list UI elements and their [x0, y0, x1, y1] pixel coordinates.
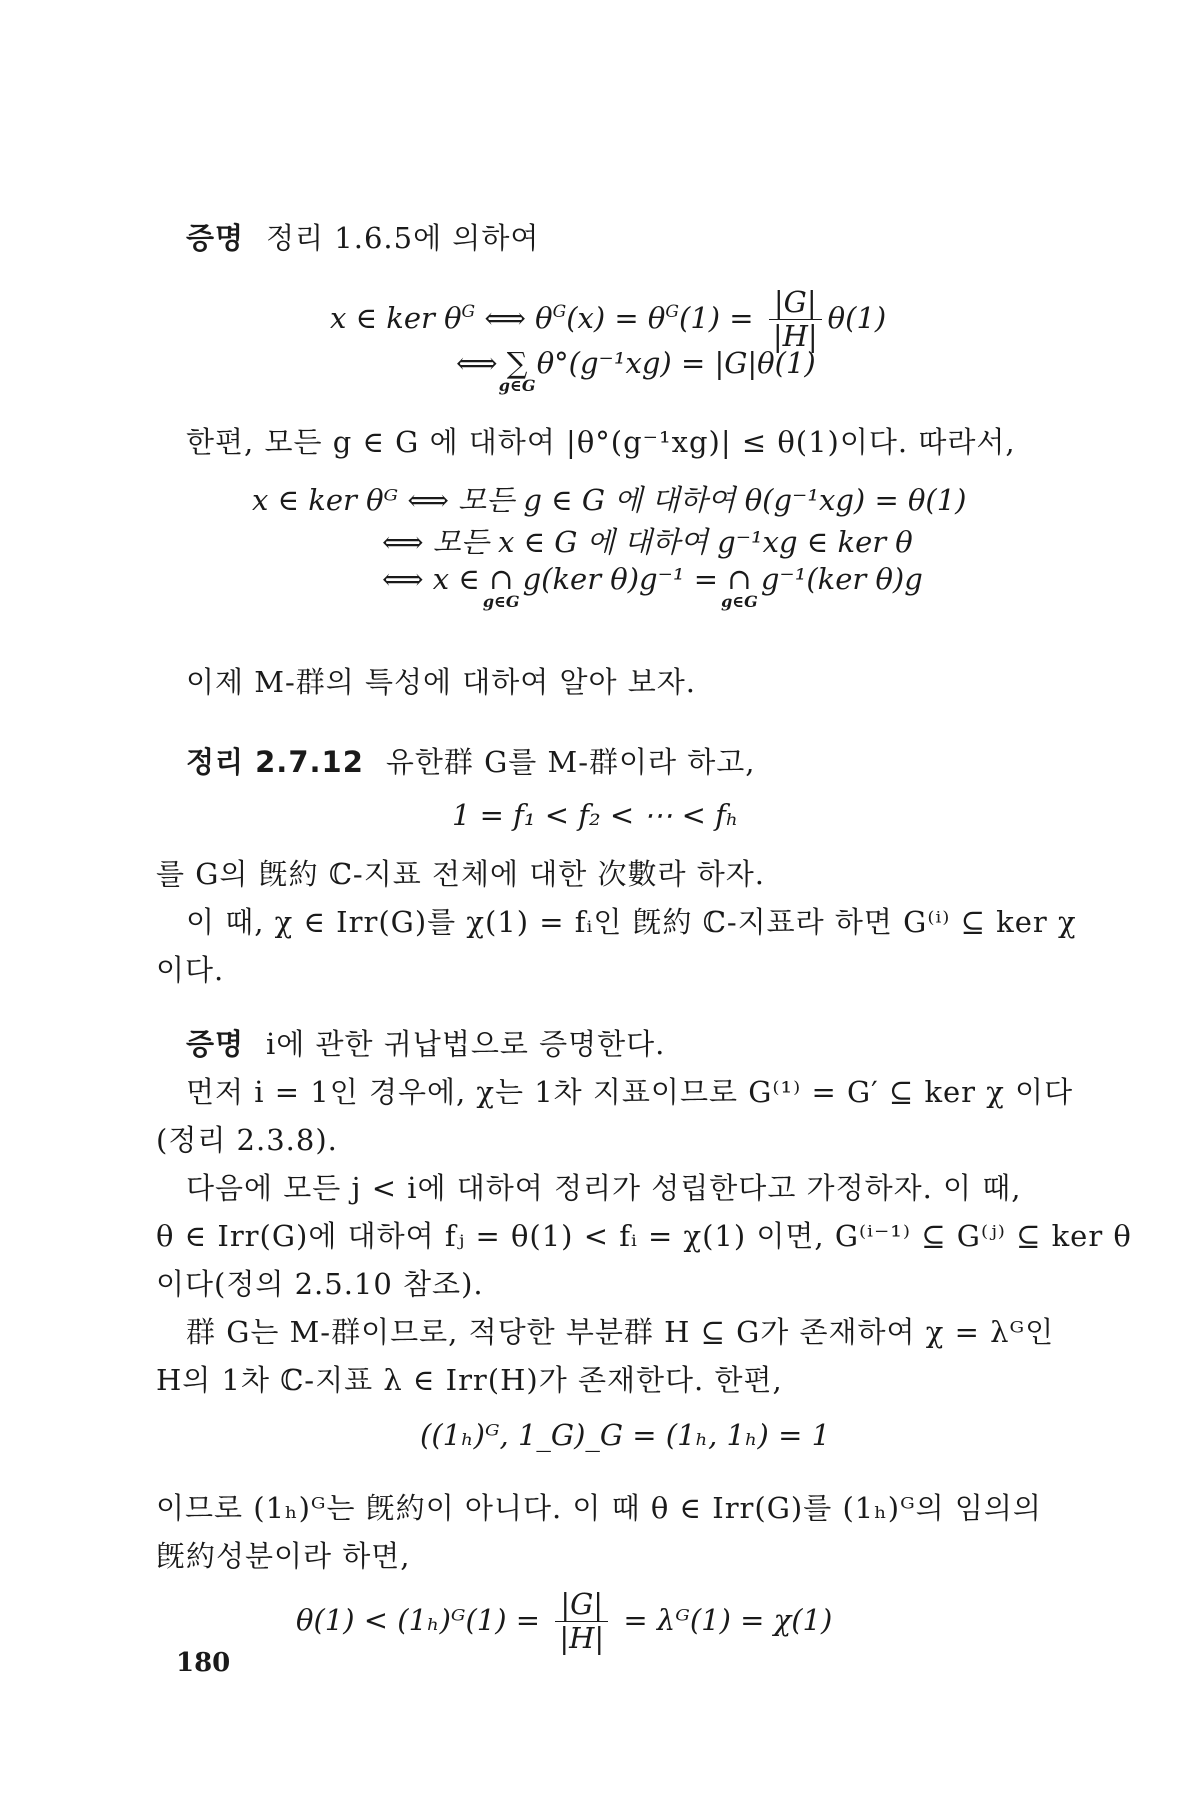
theorem-heading: [186, 740, 756, 781]
proof2-paragraph-3b: H의 1차 ℂ-지표 λ ∈ Irr(H)가 존재한다. 한편,: [156, 1363, 783, 1397]
theorem-label: 정리 2.7.12: [186, 745, 364, 779]
equation-kernel-line-2: ⟺ ∑ g∈G θ°(g⁻¹xg) = |G|θ(1): [456, 346, 816, 395]
proof2-label: 증명: [186, 1027, 245, 1061]
theorem-line-2: 를 G의 旣約 ℂ-지표 전체에 대한 次數라 하자.: [156, 857, 765, 891]
theorem-line-4: 이다.: [156, 953, 225, 987]
proof2-paragraph-2: 다음에 모든 j < i에 대하여 정리가 성립한다고 가정하자. 이 때,: [186, 1171, 1022, 1205]
proof2-paragraph-4: 이므로 (1ₕ)ᴳ는 旣約이 아니다. 이 때 θ ∈ Irr(G)를 (1ₕ)ᴳ의 임의의: [156, 1491, 1042, 1525]
equation-degrees: 1 = f₁ < f₂ < ⋯ < fₕ: [452, 798, 739, 832]
paragraph-meanwhile: 한편, 모든 g ∈ G 에 대하여 |θ°(g⁻¹xg)| ≤ θ(1)이다. 따라서,: [186, 425, 1016, 459]
proof2-heading-text: i에 관한 귀납법으로 증명한다.: [266, 1027, 666, 1061]
proof2-paragraph-1: 먼저 i = 1인 경우에, χ는 1차 지표이므로 G⁽¹⁾ = G′ ⊆ ker χ 이다: [186, 1075, 1074, 1109]
intersection-symbol: ∩ g∈G: [721, 562, 758, 611]
equation-kernel2-line-2: ⟺ 모든 x ∈ G 에 대하여 g⁻¹xg ∈ ker θ: [382, 525, 913, 559]
paragraph-intro: 이제 M-群의 특성에 대하여 알아 보자.: [186, 665, 696, 699]
equation-kernel-line-1: x ∈ ker $\theta^G$ ⟺ $\theta^G(x) = \theta^G(1)$ = $\frac{|G|}{|H|}$ θ(1): [330, 285, 887, 354]
theorem-text: 유한群 G를 M-群이라 하고,: [385, 745, 756, 779]
theorem-line-3: 이 때, χ ∈ Irr(G)를 χ(1) = fᵢ인 旣約 ℂ-지표라 하면 G⁽ⁱ⁾ ⊆ ker χ: [186, 905, 1077, 939]
proof-heading-text: 정리 1.6.5에 의하여: [266, 221, 540, 255]
equation-kernel2-line-1: x ∈ ker θᴳ ⟺ 모든 g ∈ G 에 대하여 θ(g⁻¹xg) = θ(1): [252, 483, 967, 517]
proof2-paragraph-4b: 旣約성분이라 하면,: [156, 1539, 411, 1573]
sum-symbol: ∑ g∈G: [498, 346, 536, 395]
proof-label: 증명: [186, 221, 245, 255]
proof2-paragraph-3: 群 G는 M-群이므로, 적당한 부분群 H ⊆ G가 존재하여 χ = λᴳ인: [186, 1315, 1055, 1349]
proof2-paragraph-1b: (정리 2.3.8).: [156, 1123, 338, 1157]
fraction-G-over-H-2: $\frac{|G|}{|H|}$: [555, 1588, 608, 1656]
equation-kernel2-line-3: ⟺ x ∈ ∩ g∈G g(ker θ)g⁻¹ = ∩ g∈G g⁻¹(ker θ)g: [382, 562, 923, 611]
proof2-paragraph-2c: 이다(정의 2.5.10 참조).: [156, 1267, 484, 1301]
proof2-heading: [186, 1022, 665, 1063]
fraction-G-over-H: $\frac{|G|}{|H|}$: [769, 286, 822, 354]
equation-inner-product: ((1ₕ)ᴳ, 1_G)_G = (1ₕ, 1ₕ) = 1: [420, 1418, 831, 1452]
page-number: 180: [176, 1648, 231, 1678]
equation-degree-inequality: θ(1) < (1ₕ)ᴳ(1) = $\frac{|G|}{|H|}$ = λᴳ(1) = χ(1): [296, 1587, 833, 1656]
proof-heading: [186, 216, 539, 257]
proof2-paragraph-2b: θ ∈ Irr(G)에 대하여 fⱼ = θ(1) < fᵢ = χ(1) 이면, G⁽ⁱ⁻¹⁾ ⊆ G⁽ʲ⁾ ⊆ ker θ: [156, 1219, 1132, 1253]
intersection-symbol: ∩ g∈G: [482, 562, 520, 611]
